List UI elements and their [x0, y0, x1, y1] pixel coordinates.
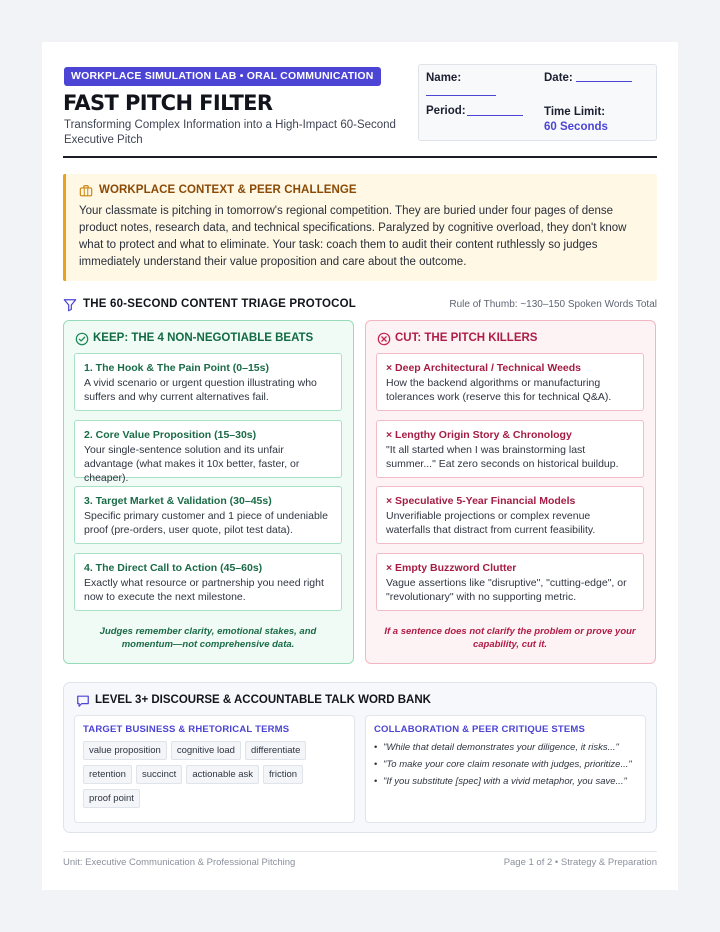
keep-item-title: 4. The Direct Call to Action (45–60s): [84, 562, 263, 574]
word-bank-title: LEVEL 3+ DISCOURSE & ACCOUNTABLE TALK WORD BANK: [95, 694, 431, 706]
stem-list: [374, 741, 638, 792]
term-chip: value proposition: [83, 741, 167, 760]
protocol-title: THE 60-SECOND CONTENT TRIAGE PROTOCOL: [83, 298, 356, 310]
keep-item-body: Exactly what resource or partnership you need right now to execute the next milestone.: [84, 577, 324, 603]
date-label: Date:: [544, 72, 573, 84]
cut-item-title: × Lengthy Origin Story & Chronology: [386, 429, 572, 441]
period-field[interactable]: [467, 115, 523, 116]
term-chip: friction: [263, 765, 303, 784]
time-limit: [544, 105, 636, 135]
cut-item-body: How the backend algorithms or manufacturing tolerances work (reserve this for technical Q&A).: [386, 377, 612, 403]
term-chip: differentiate: [245, 741, 306, 760]
chat-bubble-icon: [76, 694, 90, 708]
term-chip: proof point: [83, 789, 140, 808]
term-chip: actionable ask: [186, 765, 259, 784]
footer-unit: Unit: Executive Communication & Professional Pitching: [63, 857, 296, 868]
cut-item-title: × Speculative 5-Year Financial Models: [386, 495, 576, 507]
time-limit-value: 60 Seconds: [544, 121, 608, 133]
keep-item-body: A vivid scenario or urgent question illustrating who suffers and why current alternatives fail.: [84, 377, 317, 403]
footer-divider: [63, 851, 657, 852]
keep-item: [74, 553, 342, 611]
context-callout: [63, 174, 657, 281]
keep-item-title: 2. Core Value Proposition (15–30s): [84, 429, 257, 441]
terms-heading: TARGET BUSINESS & RHETORICAL TERMS: [83, 724, 290, 735]
student-info-box: [418, 64, 657, 141]
unit-badge: WORKPLACE SIMULATION LAB • ORAL COMMUNICATION: [64, 67, 381, 86]
context-heading: WORKPLACE CONTEXT & PEER CHALLENGE: [99, 184, 357, 196]
stems-panel: [365, 715, 646, 823]
stem-item: • "While that detail demonstrates your diligence, it risks...": [374, 741, 638, 755]
cut-item-body: "It all started when I was brainstorming last summer..." Eat zero seconds on historical buildup.: [386, 444, 619, 470]
footer-page: Page 1 of 2 • Strategy & Preparation: [503, 857, 657, 868]
keep-item: [74, 486, 342, 544]
cut-note: If a sentence does not clarify the problem or prove your capability, cut it.: [384, 626, 636, 650]
cut-column: [365, 320, 656, 664]
term-chips: [83, 741, 353, 808]
cut-title: CUT: THE PITCH KILLERS: [395, 332, 538, 344]
cut-item-title: × Empty Buzzword Clutter: [386, 562, 517, 574]
check-circle-icon: [75, 332, 89, 346]
cut-item-body: Unverifiable projections or complex revenue waterfalls that distract from current feasibility.: [386, 510, 596, 536]
cut-item: [376, 420, 644, 478]
cut-item: [376, 486, 644, 544]
keep-column: [63, 320, 354, 664]
cut-item: [376, 553, 644, 611]
date-field[interactable]: [576, 81, 632, 82]
cut-item: [376, 353, 644, 411]
terms-panel: [74, 715, 355, 823]
name-field[interactable]: [426, 95, 496, 96]
period-label: Period:: [426, 105, 466, 117]
stems-heading: COLLABORATION & PEER CRITIQUE STEMS: [374, 724, 586, 735]
term-chip: succinct: [136, 765, 182, 784]
page-title: FAST PITCH FILTER: [63, 91, 273, 115]
word-count-rule: Rule of Thumb: ~130–150 Spoken Words Total: [449, 299, 657, 310]
term-chip: retention: [83, 765, 132, 784]
filter-icon: [63, 298, 77, 312]
time-limit-label: Time Limit:: [544, 106, 606, 118]
word-bank: [63, 682, 657, 833]
keep-item-body: Specific primary customer and 1 piece of undeniable proof (pre-orders, user quote, pilot test data).: [84, 510, 328, 536]
header-divider: [63, 156, 657, 158]
page-subtitle: Transforming Complex Information into a High-Impact 60-Second Executive Pitch: [64, 119, 396, 146]
keep-item: [74, 353, 342, 411]
stem-item: • "If you substitute [spec] with a vivid metaphor, you save...": [374, 775, 638, 789]
cut-item-body: Vague assertions like "disruptive", "cutting-edge", or "revolutionary" with no supporting metric.: [386, 577, 627, 603]
briefcase-icon: [79, 184, 93, 198]
x-circle-icon: [377, 332, 391, 346]
keep-item-title: 3. Target Market & Validation (30–45s): [84, 495, 272, 507]
keep-note: Judges remember clarity, emotional stakes, and momentum—not comprehensive data.: [99, 626, 317, 650]
cut-item-title: × Deep Architectural / Technical Weeds: [386, 362, 581, 374]
context-body: Your classmate is pitching in tomorrow's regional competition. They are buried under four pages of dense product notes, research data, and technical specifications. Paralyzed by cognitive overload, they don't know what to protect and what to eliminate. Your task: coach them to audit their content ruthlessly so judges immediately understand their value proposition and care about the outcome.: [79, 205, 627, 268]
keep-item-body: Your single-sentence solution and its unfair advantage (what makes it 10x better, faster, or cheaper).: [84, 444, 300, 484]
keep-item-title: 1. The Hook & The Pain Point (0–15s): [84, 362, 269, 374]
keep-title: KEEP: THE 4 NON-NEGOTIABLE BEATS: [93, 332, 314, 344]
term-chip: cognitive load: [171, 741, 241, 760]
keep-item: [74, 420, 342, 484]
name-label: Name:: [426, 72, 462, 84]
worksheet-page: [42, 42, 678, 890]
stem-item: • "To make your core claim resonate with judges, prioritize...": [374, 758, 638, 772]
